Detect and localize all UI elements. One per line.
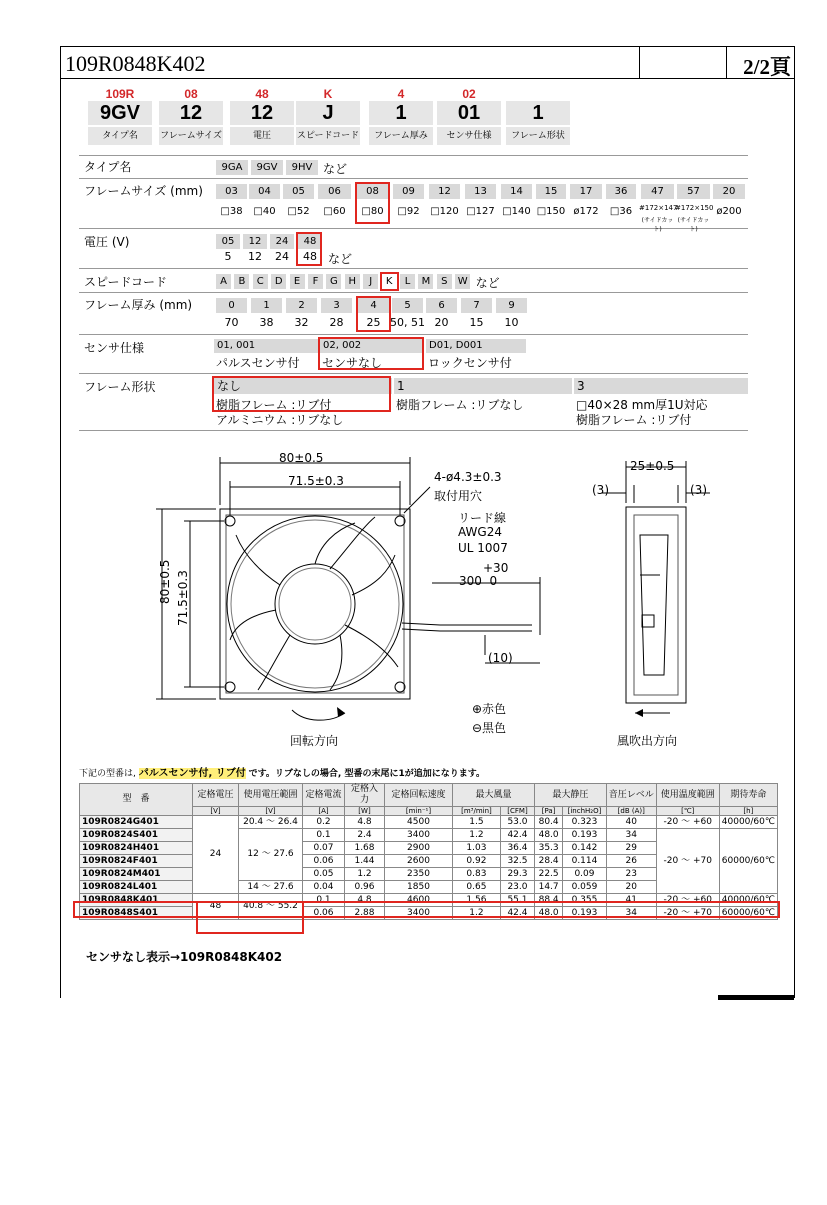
size-sub-12: #172×147 xyxy=(639,204,678,212)
speed-chip-H: H xyxy=(345,274,360,289)
speed-chip-D: D xyxy=(271,274,286,289)
code-block-4 xyxy=(369,88,433,145)
table-row: 109R0824L401 14 ～ 27.6 0.04 0.96 1850 0.65 23.0 14.7 0.059 20 xyxy=(80,881,778,894)
lead-length-tolerance: +30 xyxy=(483,561,509,575)
code-top-4: 4 xyxy=(397,87,405,101)
dim-71-5: 71.5±0.3 xyxy=(288,474,344,488)
strip-length: (10) xyxy=(488,651,513,665)
speed-chip-A: A xyxy=(216,274,231,289)
code-value-3: J xyxy=(296,101,360,125)
size-sub-14: ø200 xyxy=(716,206,742,217)
thick-sub-5: 50, 51 xyxy=(390,316,425,329)
code-label-5: センサ仕様 xyxy=(437,127,501,145)
dim-25: 25±0.5 xyxy=(630,459,675,473)
speed-suffix: など xyxy=(475,276,500,290)
code-top-6 xyxy=(506,88,570,101)
speed-chip-J: J xyxy=(363,274,378,289)
document-title: 109R0848K402 xyxy=(65,51,206,76)
code-block-3 xyxy=(296,88,360,145)
row-label-voltage: 電圧 (V) xyxy=(84,235,130,249)
sidecut-1: (サイドカット) xyxy=(677,217,710,233)
dim-3-right: (3) xyxy=(690,483,707,497)
size-sub-6: □120 xyxy=(430,206,459,217)
size-code-14: 20 xyxy=(713,184,745,199)
size-code-1: 04 xyxy=(249,184,280,199)
thick-code-1: 1 xyxy=(251,298,282,313)
thick-code-7: 7 xyxy=(461,298,492,313)
size-highlight xyxy=(355,182,390,224)
voltage-highlight xyxy=(296,232,322,266)
voltage-sub-1: 12 xyxy=(248,250,262,263)
table-row: 109R0848S401 0.06 2.88 3400 1.2 42.4 48.0 0.193 34 -20 ～ +70 60000/60℃ xyxy=(80,907,778,920)
row-label-shape: フレーム形状 xyxy=(84,380,156,394)
code-block-6 xyxy=(506,88,570,145)
speed-chip-L: L xyxy=(400,274,415,289)
size-sub-11: □36 xyxy=(609,206,633,217)
speed-chip-B: B xyxy=(234,274,249,289)
size-sub-5: □92 xyxy=(397,206,420,217)
voltage-code-0: 05 xyxy=(216,234,240,249)
code-value-2: 12 xyxy=(230,101,294,125)
shape-1-line1: 樹脂フレーム :リブなし xyxy=(396,398,524,412)
hole-label: 取付用穴 xyxy=(434,489,483,503)
code-label-3: スピードコード xyxy=(296,127,360,145)
size-code-10: 17 xyxy=(570,184,602,199)
thick-sub-7: 15 xyxy=(469,316,484,329)
code-block-5 xyxy=(437,88,501,145)
shape-3-line2: 樹脂フレーム :リブ付 xyxy=(576,413,692,427)
size-sub-2: □52 xyxy=(287,206,310,217)
footer-note: センサなし表示→109R0848K402 xyxy=(86,950,283,964)
code-value-0: 9GV xyxy=(88,101,152,125)
row-label-speed: スピードコード xyxy=(84,275,168,289)
type-chip-0: 9GA xyxy=(216,160,248,175)
thick-code-3: 3 xyxy=(321,298,352,313)
code-top-2: 48 xyxy=(255,87,269,101)
code-block-0 xyxy=(88,88,152,145)
table-row: 109R0824H401 0.07 1.68 2900 1.03 36.4 35.3 0.142 29 xyxy=(80,842,778,855)
table-row: 109R0848K401 48 40.8 ～ 55.2 0.1 4.8 4600 1.56 55.1 88.4 0.355 41 -20 ～ +60 40000/60℃ xyxy=(80,894,778,907)
code-value-1: 12 xyxy=(159,101,223,125)
speed-chip-F: F xyxy=(308,274,323,289)
size-sub-10: ø172 xyxy=(573,206,599,217)
thick-highlight xyxy=(356,296,391,332)
shape-none-line1: 樹脂フレーム :リブ付 xyxy=(216,398,332,412)
dim-71-5-vertical: 71.5±0.3 xyxy=(176,570,190,626)
code-label-6: フレーム形状 xyxy=(506,127,570,145)
row-label-thickness: フレーム厚み (mm) xyxy=(84,298,193,312)
thick-sub-0: 70 xyxy=(224,316,239,329)
shape-code-3: 3 xyxy=(574,378,748,394)
sensor-desc-none: センサなし xyxy=(322,356,383,370)
row-label-size: フレームサイズ (mm) xyxy=(84,184,203,198)
shape-none-line2: アルミニウム :リブなし xyxy=(216,413,344,427)
dim-80: 80±0.5 xyxy=(279,451,324,465)
size-code-3: 06 xyxy=(318,184,351,199)
type-chip-2: 9HV xyxy=(286,160,318,175)
code-label-0: タイプ名 xyxy=(88,127,152,145)
thick-sub-3: 28 xyxy=(329,316,344,329)
code-top-3: K xyxy=(323,87,333,101)
speed-chip-C: C xyxy=(253,274,268,289)
model-note: 下記の型番は, パルスセンサ付, リブ付 です。リブなしの場合, 型番の末尾に1が追加になります。 xyxy=(79,768,485,779)
thick-code-4: 4 xyxy=(358,298,389,313)
size-code-2: 05 xyxy=(283,184,314,199)
wire-red: ⊕赤色 xyxy=(472,702,507,716)
voltage-sub-0: 5 xyxy=(224,250,232,263)
sensor-code-lock: D01, D001 xyxy=(426,339,526,353)
size-code-0: 03 xyxy=(216,184,247,199)
table-row: 109R0824M401 0.05 1.2 2350 0.83 29.3 22.5 0.09 23 xyxy=(80,868,778,881)
size-sub-9: □150 xyxy=(536,206,566,217)
size-code-6: 12 xyxy=(429,184,460,199)
thick-code-8: 9 xyxy=(496,298,527,313)
speed-chip-S: S xyxy=(437,274,452,289)
type-suffix: など xyxy=(323,162,348,176)
thick-code-0: 0 xyxy=(216,298,247,313)
speed-chip-G: G xyxy=(326,274,341,289)
size-sub-4: □80 xyxy=(361,206,384,217)
sensor-code-none: 02, 002 xyxy=(320,339,424,353)
voltage-code-1: 12 xyxy=(243,234,267,249)
voltage-suffix: など xyxy=(328,252,353,266)
code-top-1: 08 xyxy=(184,87,198,101)
rotation-direction: 回転方向 xyxy=(290,734,339,748)
voltage-sub-3: 48 xyxy=(303,250,317,263)
row-label-sensor: センサ仕様 xyxy=(84,341,145,355)
voltage-code-2: 24 xyxy=(270,234,294,249)
speed-chip-K: K xyxy=(382,274,397,289)
code-label-2: 電圧 xyxy=(230,127,294,145)
thick-sub-4: 25 xyxy=(366,316,381,329)
lead-wire-label: リード線 xyxy=(458,511,507,525)
shape-code-none: なし xyxy=(214,378,392,394)
size-code-7: 13 xyxy=(465,184,496,199)
code-value-5: 01 xyxy=(437,101,501,125)
table-row: 109R0824F401 0.06 1.44 2600 0.92 32.5 28.4 0.114 26 xyxy=(80,855,778,868)
sensor-desc-lock: ロックセンサ付 xyxy=(428,356,512,370)
size-sub-3: □60 xyxy=(323,206,346,217)
size-sub-1: □40 xyxy=(253,206,276,217)
table-row: 109R0824G401 24 20.4 ～ 26.4 0.2 4.8 4500 1.5 53.0 80.4 0.323 40 -20 ～ +60 40000/60℃ xyxy=(80,816,778,829)
code-block-2 xyxy=(230,88,294,145)
thick-code-5: 5 xyxy=(392,298,423,313)
size-code-5: 09 xyxy=(393,184,424,199)
sidecut-0: (サイドカット) xyxy=(641,217,674,233)
spec-table: 型 番 定格電圧 使用電圧範囲 定格電流 定格入力 定格回転速度 最大風量 最大静圧 音圧レベル 使用温度範囲 期待寿命 [V] [V] [A] [W] [min⁻¹] [m³/min] [CFM] [Pa] [inchH₂O] [dB (A)] [℃] [h] 109R0824G401 24 20.4 ～ 26.4 0.2 4.8 4500 1.5 53.0 80.4 0.323 40 -20 ～ +60 40000/60℃ 109R0824S401 12 ～ 27.6 0.1 2.4 3400 1.2 42.4 48.0 0.193 34 -20 ～ +70 60000/60℃ 109R0824H401 0.07 1.68 2900 1.03 36.4 35.3 0.142 29 109R0824F401 0.06 1.44 2600 0.92 32.5 28.4 0.114 26 109R0824M401 0.05 1.2 2350 0.83 29.3 22.5 0.09 23 109R0824L401 14 ～ 27.6 0.04 0.96 1850 0.65 23.0 14.7 0.059 20 109R0848K401 48 40.8 ～ 55.2 0.1 4.8 4600 1.56 55.1 88.4 0.355 41 -20 ～ +60 40000/60℃ 109R0848S401 0.06 2.88 3400 1.2 42.4 48.0 0.193 34 -20 ～ +70 60000/60℃ xyxy=(79,783,778,920)
code-label-4: フレーム厚み xyxy=(369,127,433,145)
size-code-9: 15 xyxy=(536,184,566,199)
lead-length: 300 0 xyxy=(459,574,498,588)
page-number: 2/2頁 xyxy=(743,55,791,79)
lead-wire-standard: UL 1007 xyxy=(458,541,508,555)
size-code-11: 36 xyxy=(606,184,636,199)
dim-3-left: (3) xyxy=(592,483,609,497)
hole-spec: 4-ø4.3±0.3 xyxy=(434,470,502,484)
speed-highlight xyxy=(380,272,399,291)
size-code-8: 14 xyxy=(501,184,532,199)
wire-black: ⊖黒色 xyxy=(472,721,507,735)
sensor-code-pulse: 01, 001 xyxy=(214,339,318,353)
thick-sub-8: 10 xyxy=(504,316,519,329)
size-sub-8: □140 xyxy=(502,206,531,217)
dim-80-vertical: 80±0.5 xyxy=(158,559,172,604)
thick-sub-1: 38 xyxy=(259,316,274,329)
speed-chip-E: E xyxy=(290,274,305,289)
code-value-6: 1 xyxy=(506,101,570,125)
type-chip-1: 9GV xyxy=(251,160,283,175)
thick-sub-6: 20 xyxy=(434,316,449,329)
speed-chip-M: M xyxy=(418,274,433,289)
code-value-4: 1 xyxy=(369,101,433,125)
code-block-1 xyxy=(159,88,223,145)
lead-wire-gauge: AWG24 xyxy=(458,525,502,539)
thick-code-2: 2 xyxy=(286,298,317,313)
code-label-1: フレームサイズ xyxy=(159,127,223,145)
size-sub-0: □38 xyxy=(220,206,243,217)
size-code-13: 57 xyxy=(677,184,710,199)
code-top-0: 109R xyxy=(105,87,135,101)
code-top-5: 02 xyxy=(462,87,476,101)
end-bar xyxy=(718,995,794,1000)
voltage-code-3: 48 xyxy=(298,234,322,249)
voltage-sub-2: 24 xyxy=(275,250,289,263)
sensor-desc-pulse: パルスセンサ付 xyxy=(216,356,300,370)
row-label-type: タイプ名 xyxy=(84,160,132,174)
size-code-12: 47 xyxy=(641,184,674,199)
table-row: 109R0824S401 12 ～ 27.6 0.1 2.4 3400 1.2 42.4 48.0 0.193 34 -20 ～ +70 60000/60℃ xyxy=(80,829,778,842)
speed-chip-W: W xyxy=(455,274,470,289)
size-sub-13: #172×150 xyxy=(675,204,714,212)
size-code-4: 08 xyxy=(357,184,388,199)
shape-code-1: 1 xyxy=(394,378,572,394)
note-highlight: パルスセンサ付, リブ付 xyxy=(138,768,246,779)
shape-3-line1: □40×28 mm厚1U対応 xyxy=(576,398,708,412)
thick-code-6: 6 xyxy=(426,298,457,313)
thick-sub-2: 32 xyxy=(294,316,309,329)
header-bar xyxy=(61,47,794,79)
airflow-direction: 風吹出方向 xyxy=(617,734,678,748)
size-sub-7: □127 xyxy=(466,206,495,217)
